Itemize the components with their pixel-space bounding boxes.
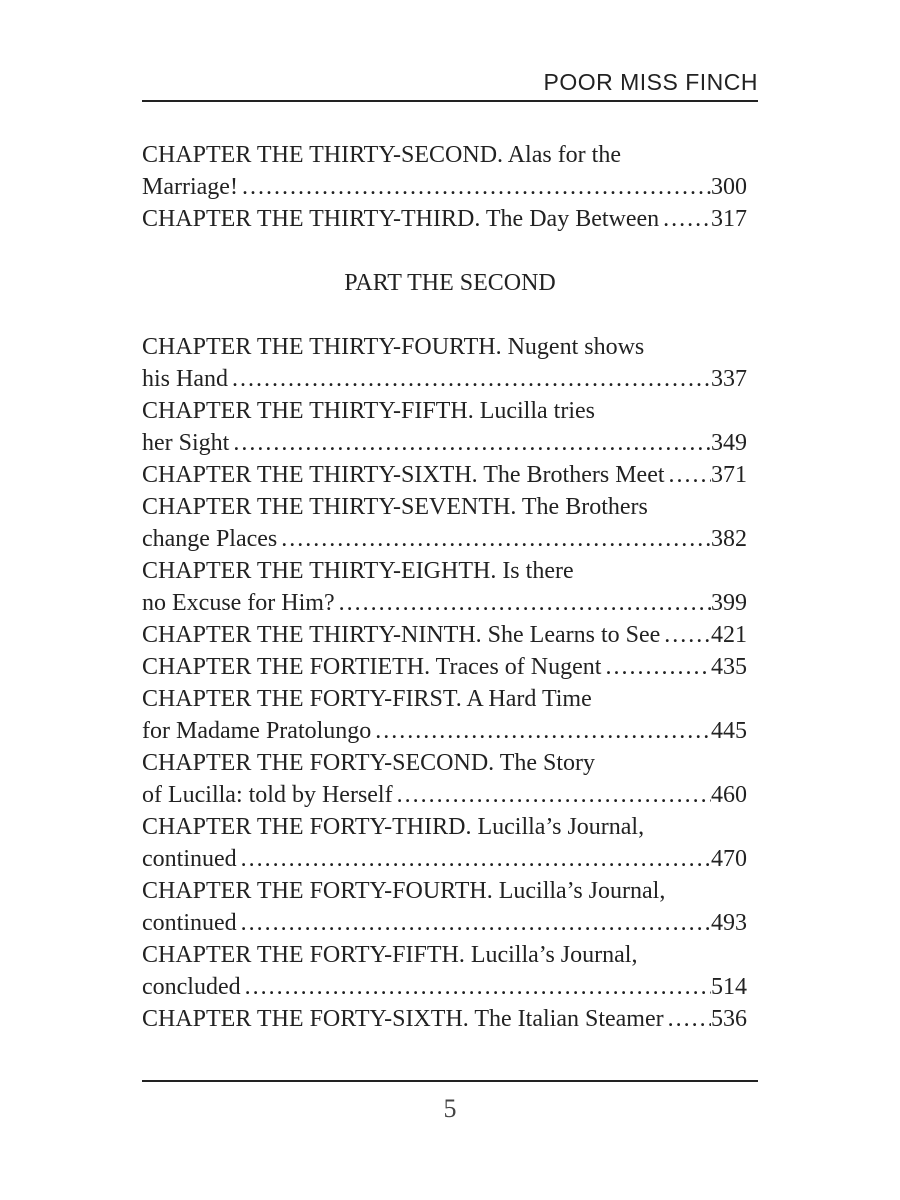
toc-entry[interactable]: [142, 523, 747, 555]
toc-entry-title: CHAPTER THE THIRTY-THIRD. The Day Between: [142, 206, 660, 232]
toc-entry-title-line[interactable]: CHAPTER THE THIRTY-SEVENTH. The Brothers: [142, 494, 648, 520]
dot-leader: [241, 843, 711, 875]
toc-entry[interactable]: [142, 619, 747, 651]
toc-entry-page: 445: [711, 718, 747, 744]
toc-entry-page: 536: [711, 1006, 747, 1032]
toc-entry-title-line[interactable]: CHAPTER THE FORTY-THIRD. Lucilla’s Journal,: [142, 814, 645, 840]
toc-entry-page: 337: [711, 366, 747, 392]
toc-entry-page: 514: [711, 974, 747, 1000]
toc-entry-title: no Excuse for Him?: [142, 590, 335, 616]
toc-entry-page: 399: [711, 590, 747, 616]
dot-leader: [397, 779, 711, 811]
dot-leader: [233, 427, 711, 459]
toc-entry-title-line[interactable]: CHAPTER THE THIRTY-SECOND. Alas for the: [142, 142, 621, 168]
toc-entry-title-line[interactable]: CHAPTER THE THIRTY-EIGHTH. Is there: [142, 558, 574, 584]
toc-entry-page: 470: [711, 846, 747, 872]
dot-leader: [339, 587, 711, 619]
footer-rule: [142, 1080, 758, 1082]
toc-entry[interactable]: [142, 715, 747, 747]
toc-entry[interactable]: [142, 427, 747, 459]
toc-entry-title-line[interactable]: CHAPTER THE THIRTY-FOURTH. Nugent shows: [142, 334, 645, 360]
dot-leader: [663, 203, 711, 235]
toc-entry[interactable]: [142, 843, 747, 875]
dot-leader: [669, 459, 711, 491]
toc-entry-title: continued: [142, 846, 237, 872]
toc-entry-title: CHAPTER THE FORTY-SIXTH. The Italian Steamer: [142, 1006, 664, 1032]
toc-entry[interactable]: [142, 907, 747, 939]
toc-entry[interactable]: [142, 363, 747, 395]
toc-entry-title: CHAPTER THE THIRTY-NINTH. She Learns to See: [142, 622, 661, 648]
dot-leader: [232, 363, 711, 395]
toc-entry-page: 371: [711, 462, 747, 488]
toc-entry-title-line[interactable]: CHAPTER THE FORTY-FIRST. A Hard Time: [142, 686, 592, 712]
toc-entry-title: CHAPTER THE FORTIETH. Traces of Nugent: [142, 654, 602, 680]
toc-block-part-one-tail: [142, 139, 747, 235]
dot-leader: [245, 971, 711, 1003]
toc-entry-title: for Madame Pratolungo: [142, 718, 372, 744]
toc-entry[interactable]: [142, 971, 747, 1003]
toc-entry[interactable]: [142, 459, 747, 491]
toc-entry-title-line[interactable]: CHAPTER THE FORTY-FIFTH. Lucilla’s Journal,: [142, 942, 638, 968]
toc-entry-title: Marriage!: [142, 174, 238, 200]
toc-entry-title: his Hand: [142, 366, 228, 392]
toc-entry-title: change Places: [142, 526, 278, 552]
toc-entry-page: 493: [711, 910, 747, 936]
toc-block-part-two: [142, 331, 747, 1035]
toc-entry-title-line[interactable]: CHAPTER THE FORTY-SECOND. The Story: [142, 750, 596, 776]
dot-leader: [242, 171, 711, 203]
toc-entry[interactable]: [142, 203, 747, 235]
page-number: 5: [443, 1094, 457, 1123]
dot-leader: [668, 1003, 711, 1035]
toc-entry[interactable]: [142, 587, 747, 619]
toc-entry-page: 300: [711, 174, 747, 200]
toc-entry-page: 421: [711, 622, 747, 648]
toc-entry-page: 349: [711, 430, 747, 456]
toc-entry-page: 317: [711, 206, 747, 232]
toc-entry[interactable]: [142, 651, 747, 683]
dot-leader: [375, 715, 711, 747]
toc-entry-title-line[interactable]: CHAPTER THE FORTY-FOURTH. Lucilla’s Journal,: [142, 878, 666, 904]
toc-entry-title: continued: [142, 910, 237, 936]
toc-entry-title: CHAPTER THE THIRTY-SIXTH. The Brothers Meet: [142, 462, 665, 488]
toc-entry-title: her Sight: [142, 430, 230, 456]
header-rule: [142, 100, 758, 102]
toc-entry-page: 382: [711, 526, 747, 552]
toc-entry-title-line[interactable]: CHAPTER THE THIRTY-FIFTH. Lucilla tries: [142, 398, 595, 424]
dot-leader: [241, 907, 711, 939]
toc-entry[interactable]: [142, 779, 747, 811]
dot-leader: [281, 523, 711, 555]
toc-entry-page: 435: [711, 654, 747, 680]
dot-leader: [664, 619, 711, 651]
part-heading: PART THE SECOND: [344, 270, 556, 296]
toc-entry-title: of Lucilla: told by Herself: [142, 782, 393, 808]
running-head-title: POOR MISS FINCH: [543, 69, 758, 95]
toc-entry[interactable]: [142, 171, 747, 203]
dot-leader: [605, 651, 711, 683]
toc-entry-page: 460: [711, 782, 747, 808]
toc-entry[interactable]: [142, 1003, 747, 1035]
toc-entry-title: concluded: [142, 974, 241, 1000]
